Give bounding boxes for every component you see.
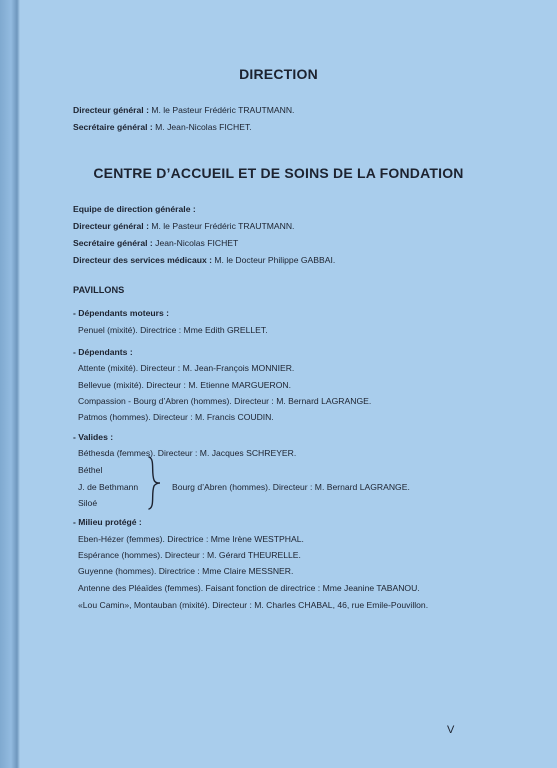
pavillon-item: Antenne des Pléaïdes (femmes). Faisant fonction de directrice : Mme Jeanine TABANOU. (78, 583, 420, 593)
curly-brace-icon (146, 456, 162, 510)
milieu-protege-label: - Milieu protégé : (73, 517, 142, 527)
pavillon-group-name: Béthel (78, 465, 103, 475)
pavillon-item: «Lou Camin», Montauban (mixité). Directeur : M. Charles CHABAL, 46, rue Emile-Pouvillon. (78, 600, 429, 610)
pavillon-item: Patmos (hommes). Directeur : M. Francis COUDIN. (78, 412, 274, 422)
direction-line-2-value: M. Jean-Nicolas FICHET. (152, 122, 252, 132)
pavillon-group-name: J. de Bethmann (78, 482, 139, 492)
direction-line-2 (73, 122, 252, 132)
centre-title: CENTRE D’ACCUEIL ET DE SOINS DE LA FONDATION (93, 165, 464, 181)
pavillon-item: Espérance (hommes). Directeur : M. Gérard THEURELLE. (78, 550, 301, 560)
equipe-heading: Equipe de direction générale : (73, 204, 196, 214)
centre-line-2 (73, 238, 238, 248)
pavillon-item: Attente (mixité). Directeur : M. Jean-François MONNIER. (78, 363, 295, 373)
pavillon-item: Guyenne (hommes). Directrice : Mme Claire MESSNER. (78, 566, 294, 576)
direction-title: DIRECTION (239, 66, 318, 82)
dependants-label: - Dépendants : (73, 347, 133, 357)
pavillons-heading: PAVILLONS (73, 285, 125, 295)
pavillon-item: Eben-Hézer (femmes). Directrice : Mme Irène WESTPHAL. (78, 534, 304, 544)
pavillon-item: Compassion - Bourg d’Abren (hommes). Directeur : M. Bernard LAGRANGE. (78, 396, 372, 406)
direction-line-1-label: Directeur général : (73, 105, 149, 115)
pavillon-item: Béthesda (femmes). Directeur : M. Jacques SCHREYER. (78, 448, 297, 458)
centre-line-3-label: Directeur des services médicaux : (73, 255, 213, 265)
centre-line-1-label: Directeur général : (73, 221, 149, 231)
centre-line-1 (73, 221, 294, 231)
page-number: V (447, 724, 455, 736)
pavillon-group-text: Bourg d’Abren (hommes). Directeur : M. Bernard LAGRANGE. (172, 482, 410, 492)
centre-line-2-value: Jean-Nicolas FICHET (152, 238, 239, 248)
centre-line-3 (73, 255, 335, 265)
centre-line-2-label: Secrétaire général : (73, 238, 153, 248)
pavillon-group-name: Siloé (78, 498, 98, 508)
centre-line-1-value: M. le Pasteur Frédéric TRAUTMANN. (148, 221, 295, 231)
direction-line-1-value: M. le Pasteur Frédéric TRAUTMANN. (148, 105, 295, 115)
pavillon-item: Penuel (mixité). Directrice : Mme Edith GRELLET. (78, 325, 268, 335)
dependants-moteurs-label: - Dépendants moteurs : (73, 308, 169, 318)
pavillon-item: Bellevue (mixité). Directeur : M. Etienne MARGUERON. (78, 380, 291, 390)
valides-label: - Valides : (73, 432, 114, 442)
direction-line-2-label: Secrétaire général : (73, 122, 153, 132)
centre-line-3-value: M. le Docteur Philippe GABBAI. (212, 255, 336, 265)
direction-line-1 (73, 105, 294, 115)
